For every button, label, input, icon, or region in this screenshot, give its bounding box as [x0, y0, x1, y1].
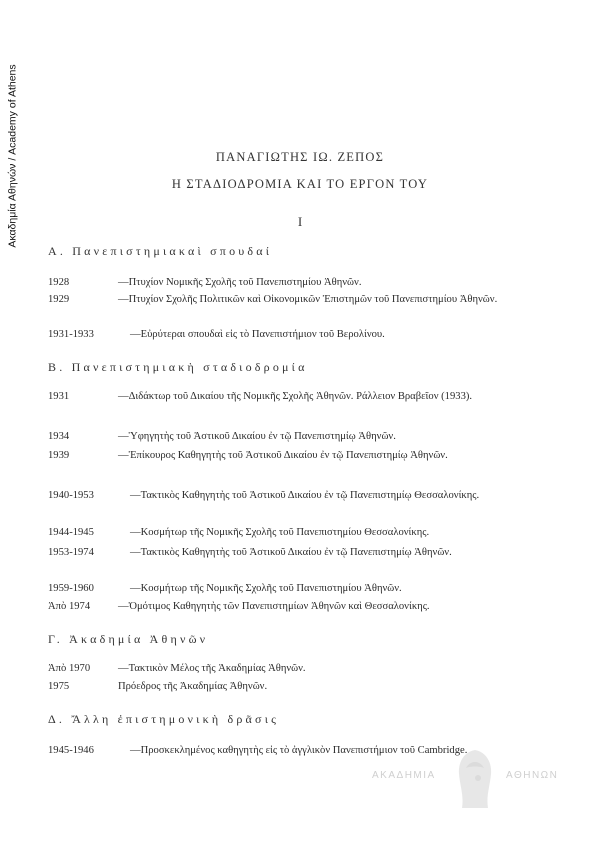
- entry-year: 1939: [48, 450, 70, 461]
- part-numeral: I: [297, 214, 303, 229]
- entry-year: 1934: [48, 431, 70, 442]
- sidebar-label: Ακαδημία Αθηνών / Academy of Athens: [7, 64, 19, 248]
- section-heading-a: Α. Πανεπιστημιακαὶ σπουδαί: [48, 244, 273, 258]
- entry-year: 1959-1960: [48, 583, 94, 594]
- entry-year: 1929: [48, 294, 70, 305]
- list-item: [48, 742, 518, 759]
- entry-year: 1931: [48, 391, 70, 402]
- entry-year: 1940-1953: [48, 490, 94, 501]
- entry-text: —Πτυχίον Νομικῆς Σχολῆς τοῦ Πανεπιστημίου Ἀθηνῶν.: [118, 277, 362, 288]
- entry-year: 1931-1933: [48, 329, 94, 340]
- entry-text: —Τακτικὸς Καθηγητὴς τοῦ Ἀστικοῦ Δικαίου ἐν τῷ Πανεπιστημίῳ Θεσσαλονίκης.: [130, 490, 480, 501]
- entry-text: —Τακτικὸν Μέλος τῆς Ἀκαδημίας Ἀθηνῶν.: [118, 663, 306, 674]
- list-item: [48, 524, 518, 541]
- section-heading-b: Β. Πανεπιστημιακὴ σταδιοδρομία: [48, 360, 308, 374]
- entry-text: —Εὐρύτεραι σπουδαὶ εἰς τὸ Πανεπιστήμιον τοῦ Βερολίνου.: [130, 329, 385, 340]
- entry-text: —Κοσμήτωρ τῆς Νομικῆς Σχολῆς τοῦ Πανεπιστημίου Θεσσαλονίκης.: [130, 527, 430, 538]
- list-item: [48, 544, 518, 561]
- entry-text: Πρόεδρος τῆς Ἀκαδημίας Ἀθηνῶν.: [118, 681, 268, 692]
- section-heading-c: Γ. Ἀκαδημία Ἀθηνῶν: [48, 632, 209, 646]
- list-item: [48, 291, 518, 308]
- entry-text: —Τακτικὸς Καθηγητὴς τοῦ Ἀστικοῦ Δικαίου ἐν τῷ Πανεπιστημίῳ Ἀθηνῶν.: [130, 547, 452, 558]
- watermark-left-text: ΑΚΑΔΗΜΙΑ: [372, 770, 436, 781]
- list-item: [48, 428, 518, 445]
- list-item: [48, 580, 518, 597]
- athena-head-seal-icon: [452, 748, 498, 812]
- entry-year: 1928: [48, 277, 70, 288]
- entry-text: —Ἐπίκουρος Καθηγητὴς τοῦ Ἀστικοῦ Δικαίου ἐν τῷ Πανεπιστημίῳ Ἀθηνῶν.: [118, 450, 448, 461]
- list-item: [48, 326, 518, 343]
- entry-text: —Κοσμήτωρ τῆς Νομικῆς Σχολῆς τοῦ Πανεπιστημίου Ἀθηνῶν.: [130, 583, 402, 594]
- entry-text: —Πτυχίον Σχολῆς Πολιτικῶν καὶ Οἰκονομικῶν Ἐπιστημῶν τοῦ Πανεπιστημίου Ἀθηνῶν.: [118, 294, 498, 305]
- entry-year: 1945-1946: [48, 745, 94, 756]
- entry-text: —Διδάκτωρ τοῦ Δικαίου τῆς Νομικῆς Σχολῆς Ἀθηνῶν. Ράλλειον Βραβεῖον (1933).: [118, 391, 473, 402]
- entry-year: 1944-1945: [48, 527, 94, 538]
- entry-year: Ἀπὸ 1974: [48, 601, 91, 612]
- entry-year: 1953-1974: [48, 547, 94, 558]
- entry-text: —Προσκεκλημένος καθηγητὴς εἰς τὸ ἀγγλικὸν Πανεπιστήμιον τοῦ Cambridge.: [130, 745, 468, 756]
- watermark-right-text: ΑΘΗΝΩΝ: [506, 770, 559, 781]
- list-item: [48, 487, 518, 504]
- list-item: [48, 447, 518, 464]
- list-item: [48, 678, 518, 695]
- section-heading-d: Δ. Ἄλλη ἐπιστημονικὴ δρᾶσις: [48, 712, 280, 726]
- author-name: ΠΑΝΑΓΙΩΤΗΣ ΙΩ. ΖΕΠΟΣ: [215, 150, 385, 164]
- list-item: [48, 660, 518, 677]
- entry-text: —Ὑφηγητὴς τοῦ Ἀστικοῦ Δικαίου ἐν τῷ Πανεπιστημίῳ Ἀθηνῶν.: [118, 431, 396, 442]
- entry-year: Ἀπὸ 1970: [48, 663, 91, 674]
- list-item: [48, 598, 518, 615]
- list-item: [48, 388, 518, 405]
- document-title: Η ΣΤΑΔΙΟΔΡΟΜΙΑ ΚΑΙ ΤΟ ΕΡΓΟΝ ΤΟΥ: [171, 177, 429, 191]
- list-item: [48, 274, 518, 291]
- entry-year: 1975: [48, 681, 70, 692]
- entry-text: —Ὁμότιμος Καθηγητὴς τῶν Πανεπιστημίων Ἀθηνῶν καὶ Θεσσαλονίκης.: [118, 601, 430, 612]
